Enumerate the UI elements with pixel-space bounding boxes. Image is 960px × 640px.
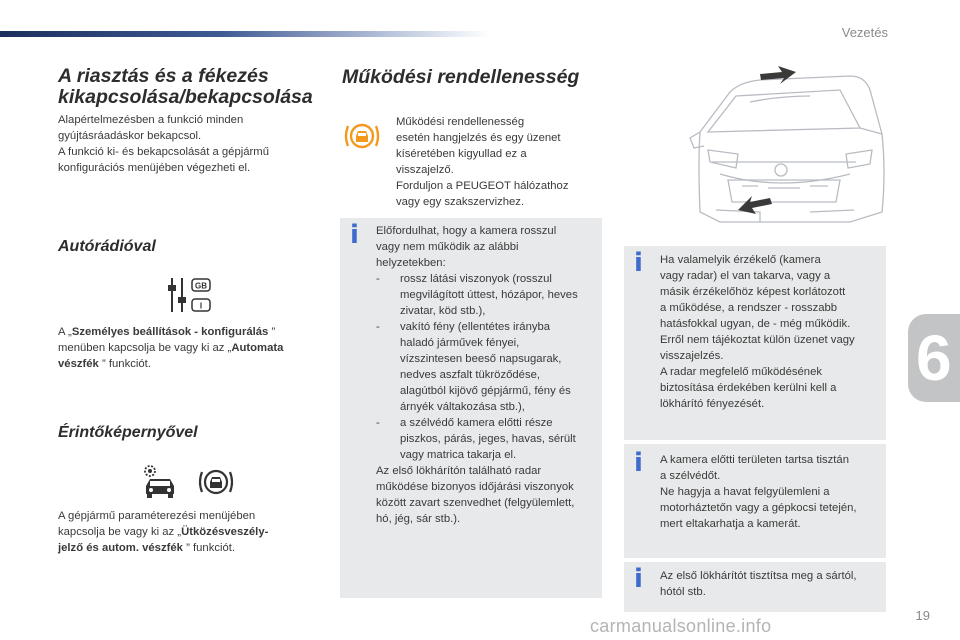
text-fragment: A „ (58, 326, 72, 338)
info-line: a szélvédőt. (660, 470, 721, 482)
list-line: vagy matrica takarja el. (400, 449, 517, 461)
text-fragment: ” (271, 326, 276, 338)
info-icon: i (634, 564, 643, 594)
collision-alert-icon (196, 462, 236, 502)
title-line-2: kikapcsolása/bekapcsolása (58, 86, 313, 108)
function-name: Ütközésveszély- (181, 526, 269, 538)
van-front-illustration (660, 62, 890, 242)
menu-name: Személyes beállítások - konfigurálás (71, 326, 269, 338)
function-name: jelző és autom. vészfék (58, 542, 183, 554)
function-name: Automata (231, 342, 284, 354)
info-line: lökhárító fényezését. (660, 398, 765, 410)
page-number: 19 (915, 608, 930, 623)
fault-line: kíséretében kigyullad ez a (396, 148, 527, 160)
intro-line: A funkció ki- és bekapcsolását a gépjármű (58, 146, 269, 158)
info-line: Előfordulhat, hogy a kamera rosszul (376, 225, 557, 237)
bullet-dash: - (376, 417, 380, 429)
header-bar (0, 31, 490, 37)
fault-line: Forduljon a PEUGEOT hálózathoz (396, 180, 569, 192)
info-line: hatásfokkal ugyan, de - még működik. (660, 318, 851, 330)
info-icon: i (634, 248, 643, 278)
bullet-dash: - (376, 321, 380, 333)
text-fragment: A gépjármű paraméterezési menüjében (58, 510, 256, 522)
info-line: másik érzékelőhöz képest korlátozott (660, 286, 846, 298)
info-line: vagy nem működik az alábbi (376, 241, 519, 253)
info-line: Erről nem tájékoztat külön üzenet vagy (660, 334, 855, 346)
fault-line: visszajelző. (396, 164, 454, 176)
function-name: vészfék (58, 358, 99, 370)
list-line: rossz látási viszonyok (rosszul (400, 273, 552, 285)
list-line: nedves aszfalt tükröződése, (400, 369, 541, 381)
info-box-windscreen-text (660, 452, 882, 532)
section-title-alarm (58, 66, 328, 108)
fault-line: vagy egy szakszervizhez. (396, 196, 525, 208)
list-item (376, 271, 598, 319)
list-line: alagútból kijövő gépjármű, fény és (400, 385, 571, 397)
radio-paragraph (58, 324, 318, 372)
radio-heading: Autórádióval (58, 238, 156, 255)
info-line: visszajelzés. (660, 350, 724, 362)
settings-sliders-icon (164, 275, 214, 315)
info-line: vagy radar) el van takarva, vagy a (660, 270, 831, 282)
list-line: árnyék váltakozása stb.), (400, 401, 525, 413)
text-fragment: kapcsolja be vagy ki az „ (58, 526, 182, 538)
list-line: megvilágított úttest, hózápor, heves (400, 289, 578, 301)
list-line: vízszintesen beeső napsugarak, (400, 353, 562, 365)
info-icon: i (350, 220, 359, 250)
list-item (376, 319, 598, 415)
info-line: motorháztetőn vagy a gépkocsi tetején, (660, 502, 857, 514)
radar-line: Az első lökhárítón található radar (376, 465, 542, 477)
touchscreen-heading: Érintőképernyővel (58, 424, 198, 441)
section-label: Vezetés (841, 25, 888, 40)
touchscreen-paragraph (58, 508, 318, 556)
chapter-number: 6 (916, 322, 952, 394)
text-fragment: ” funkciót. (186, 542, 236, 554)
info-line: a működése, a rendszer - rosszabb (660, 302, 838, 314)
watermark: carmanualsonline.info (590, 616, 772, 636)
info-line: Ha valamelyik érzékelő (kamera (660, 254, 821, 266)
list-item (376, 415, 598, 463)
intro-line: konfigurációs menüjében végezheti el. (58, 162, 251, 174)
info-line: mert eltakarhatja a kamerát. (660, 518, 801, 530)
info-box-sensor-blocked-text (660, 252, 882, 412)
intro-line: gyújtásráadáskor bekapcsol. (58, 130, 202, 142)
info-line: biztosítása érdekében kerülni kell a (660, 382, 837, 394)
list-line: vakító fény (ellentétes irányba (400, 321, 551, 333)
info-icon: i (634, 448, 643, 478)
info-box-camera-conditions-text (376, 223, 598, 527)
camera-arrow-icon (760, 66, 796, 84)
fault-paragraph (396, 114, 586, 210)
list-item-text (400, 415, 576, 463)
list-line: haladó járművek fényei, (400, 337, 520, 349)
info-line: A kamera előtti területen tartsa tisztán (660, 454, 850, 466)
list-line: piszkos, párás, jeges, havas, sérült (400, 433, 576, 445)
chapter-tab (908, 314, 960, 402)
car-settings-icon (140, 462, 180, 502)
text-fragment: menüben kapcsolja be vagy ki az „ (58, 342, 232, 354)
intro-paragraph (58, 112, 308, 176)
fault-line: Működési rendellenesség (396, 116, 525, 128)
list-item-text (400, 319, 571, 415)
list-line: a szélvédő kamera előtti része (400, 417, 553, 429)
info-line: hótól stb. (660, 586, 706, 598)
fault-line: esetén hangjelzés és egy üzenet (396, 132, 561, 144)
info-line: Ne hagyja a havat felgyülemleni a (660, 486, 830, 498)
section-title-fault: Működési rendellenesség (342, 66, 580, 88)
list-line: zivatar, köd stb.), (400, 305, 486, 317)
lang-label-gb: GB (195, 281, 207, 291)
info-box-bumper-text (660, 568, 882, 600)
radar-line: hó, jég, sár stb.). (376, 513, 461, 525)
text-fragment: ” funkciót. (101, 358, 151, 370)
intro-line: Alapértelmezésben a funkció minden (58, 114, 244, 126)
info-line: Az első lökhárítót tisztítsa meg a sártól, (660, 570, 857, 582)
collision-warning-lamp-icon (342, 116, 382, 156)
title-line-1: A riasztás és a fékezés (58, 65, 269, 87)
radar-line: működése bizonyos időjárási viszonyok (376, 481, 574, 493)
info-line: helyzetekben: (376, 257, 446, 269)
list-item-text (400, 271, 578, 319)
info-line: A radar megfelelő működésének (660, 366, 823, 378)
bullet-dash: - (376, 273, 380, 285)
lang-label-i: I (199, 301, 203, 311)
radar-line: között zavart szenvedhet (felgyülemlett, (376, 497, 575, 509)
